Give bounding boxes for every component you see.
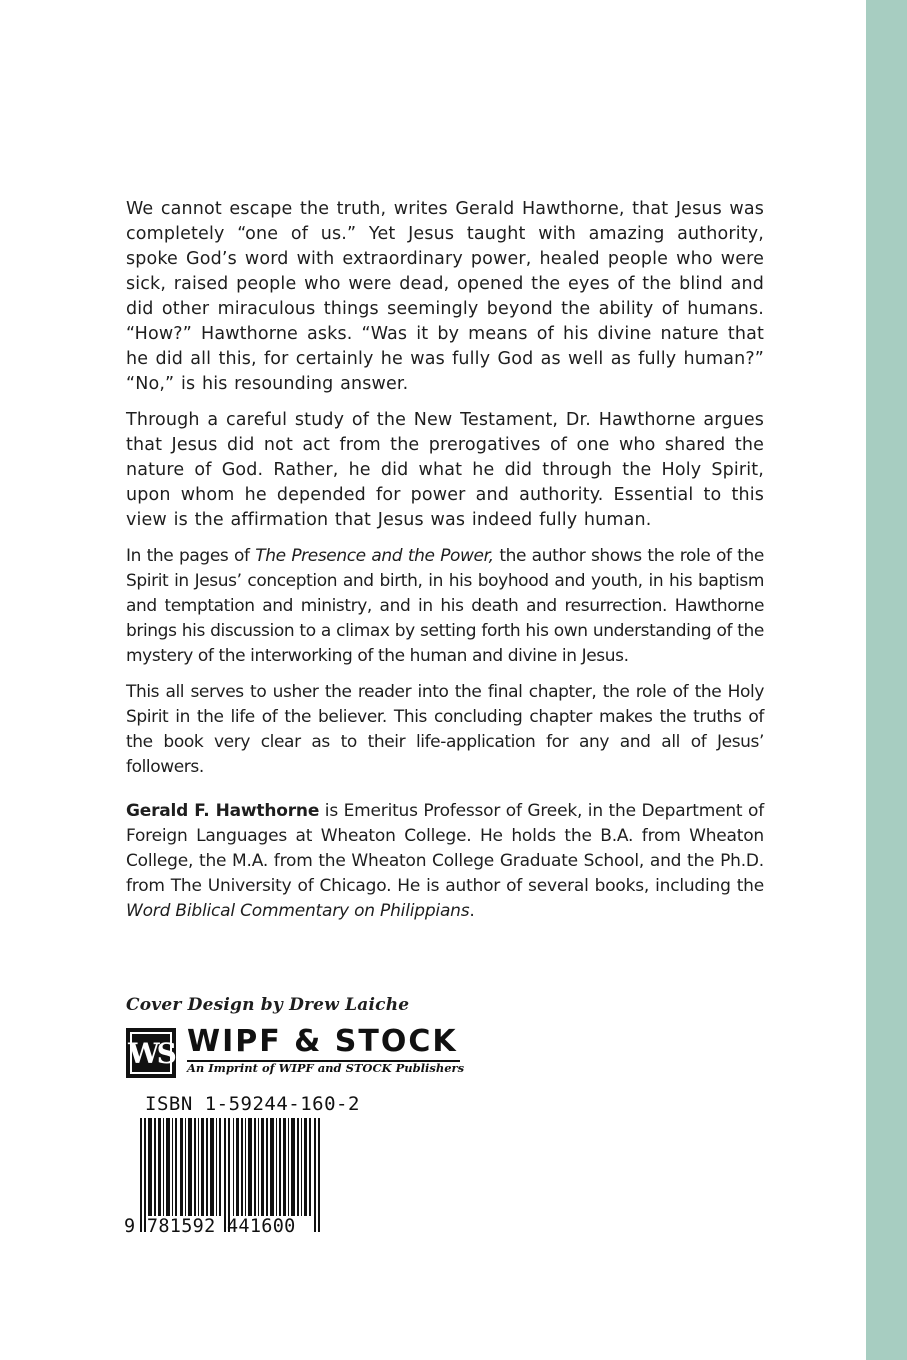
author-bio-end: . bbox=[469, 901, 475, 921]
author-name: Gerald F. Hawthorne bbox=[126, 801, 320, 821]
barcode-icon bbox=[138, 1118, 324, 1232]
blurb-paragraph-1: We cannot escape the truth, writes Gerald Hawthorne, that Jesus was completely “one of us.” Yet Jesus taught with amazing authority, spoke God’s word with extraordinary power, healed people who were sick, raised people who were dead, opened the eyes of the blind and did other miraculous things seemingly beyond the ability of humans. “How?” Hawthorne asks. “Was it by means of his divine nature that he did all this, for certainly he was fully God as well as fully human?” “No,” is his resounding answer. bbox=[126, 199, 764, 394]
author-bio bbox=[126, 799, 764, 924]
blurb-p3-rest: the author shows the role of the Spirit in Jesus’ conception and birth, in his boyhood and youth, in his baptism and temptation and ministry, and in his death and resurrection. Hawthorne brings his discussion to a climax by setting forth his own understanding of the mystery of the interworking of the human and divine in Jesus. bbox=[126, 546, 764, 666]
barcode-digits: 9 781592 441600 bbox=[124, 1216, 296, 1237]
publisher-tagline: An Imprint of WIPF and STOCK Publishers bbox=[187, 1061, 465, 1075]
book-title-italic: The Presence and the Power, bbox=[255, 546, 494, 566]
blurb-p3-lead: In the pages of bbox=[126, 546, 256, 566]
publisher-logo-icon: WS bbox=[126, 1028, 176, 1078]
back-cover-blurb bbox=[126, 197, 764, 791]
author-bio-text: is Emeritus Professor of Greek, in the Department of Foreign Languages at Wheaton College. He holds the B.A. from Wheaton College, the M.A. from the Wheaton College Graduate School, and the Ph.D. from The University of Chicago. He is author of several books, including the bbox=[126, 801, 764, 896]
isbn-label: ISBN 1-59244-160-2 bbox=[145, 1093, 360, 1115]
blurb-paragraph-2: Through a careful study of the New Testament, Dr. Hawthorne argues that Jesus did not act from the prerogatives of one who shared the nature of God. Rather, he did what he did through the Holy Spirit, upon whom he depended for power and authority. Essential to this view is the affirmation that Jesus was indeed fully human. bbox=[126, 410, 764, 530]
publisher-name: WIPF & STOCK bbox=[187, 1024, 458, 1059]
blurb-paragraph-4: This all serves to usher the reader into the final chapter, the role of the Holy Spirit in the life of the believer. This concluding chapter makes the truths of the book very clear as to their life-application for any and all of Jesus’ followers. bbox=[126, 682, 764, 777]
author-book-title: Word Biblical Commentary on Philippians bbox=[126, 901, 470, 921]
spine-color-band bbox=[866, 0, 907, 1360]
cover-design-credit: Cover Design by Drew Laiche bbox=[126, 995, 410, 1015]
blurb-paragraph-3 bbox=[126, 544, 764, 669]
